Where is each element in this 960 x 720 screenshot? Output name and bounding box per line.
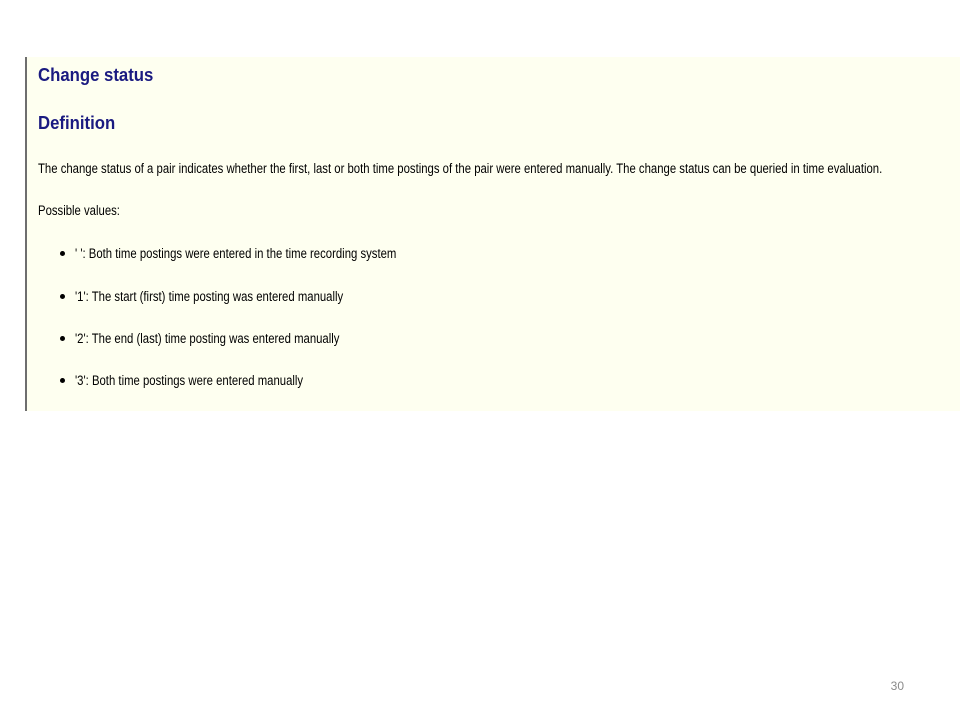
page-number: 30 xyxy=(890,679,904,693)
bullet-icon xyxy=(60,251,65,256)
help-panel xyxy=(25,57,960,411)
value-text: ' ': Both time postings were entered in the time recording system xyxy=(75,246,397,261)
value-text: '3': Both time postings were entered manually xyxy=(75,373,304,388)
definition-heading: Definition xyxy=(38,113,116,133)
help-title: Change status xyxy=(38,65,154,85)
bullet-icon xyxy=(60,336,65,341)
bullet-icon xyxy=(60,378,65,383)
possible-values-label: Possible values: xyxy=(38,203,120,218)
value-text: '1': The start (first) time posting was entered manually xyxy=(75,289,344,304)
definition-text: The change status of a pair indicates whether the first, last or both time postings of the pair were entered manually. The change status can be queried in time evaluation. xyxy=(38,161,883,176)
bullet-icon xyxy=(60,294,65,299)
value-text: '2': The end (last) time posting was entered manually xyxy=(75,331,340,346)
